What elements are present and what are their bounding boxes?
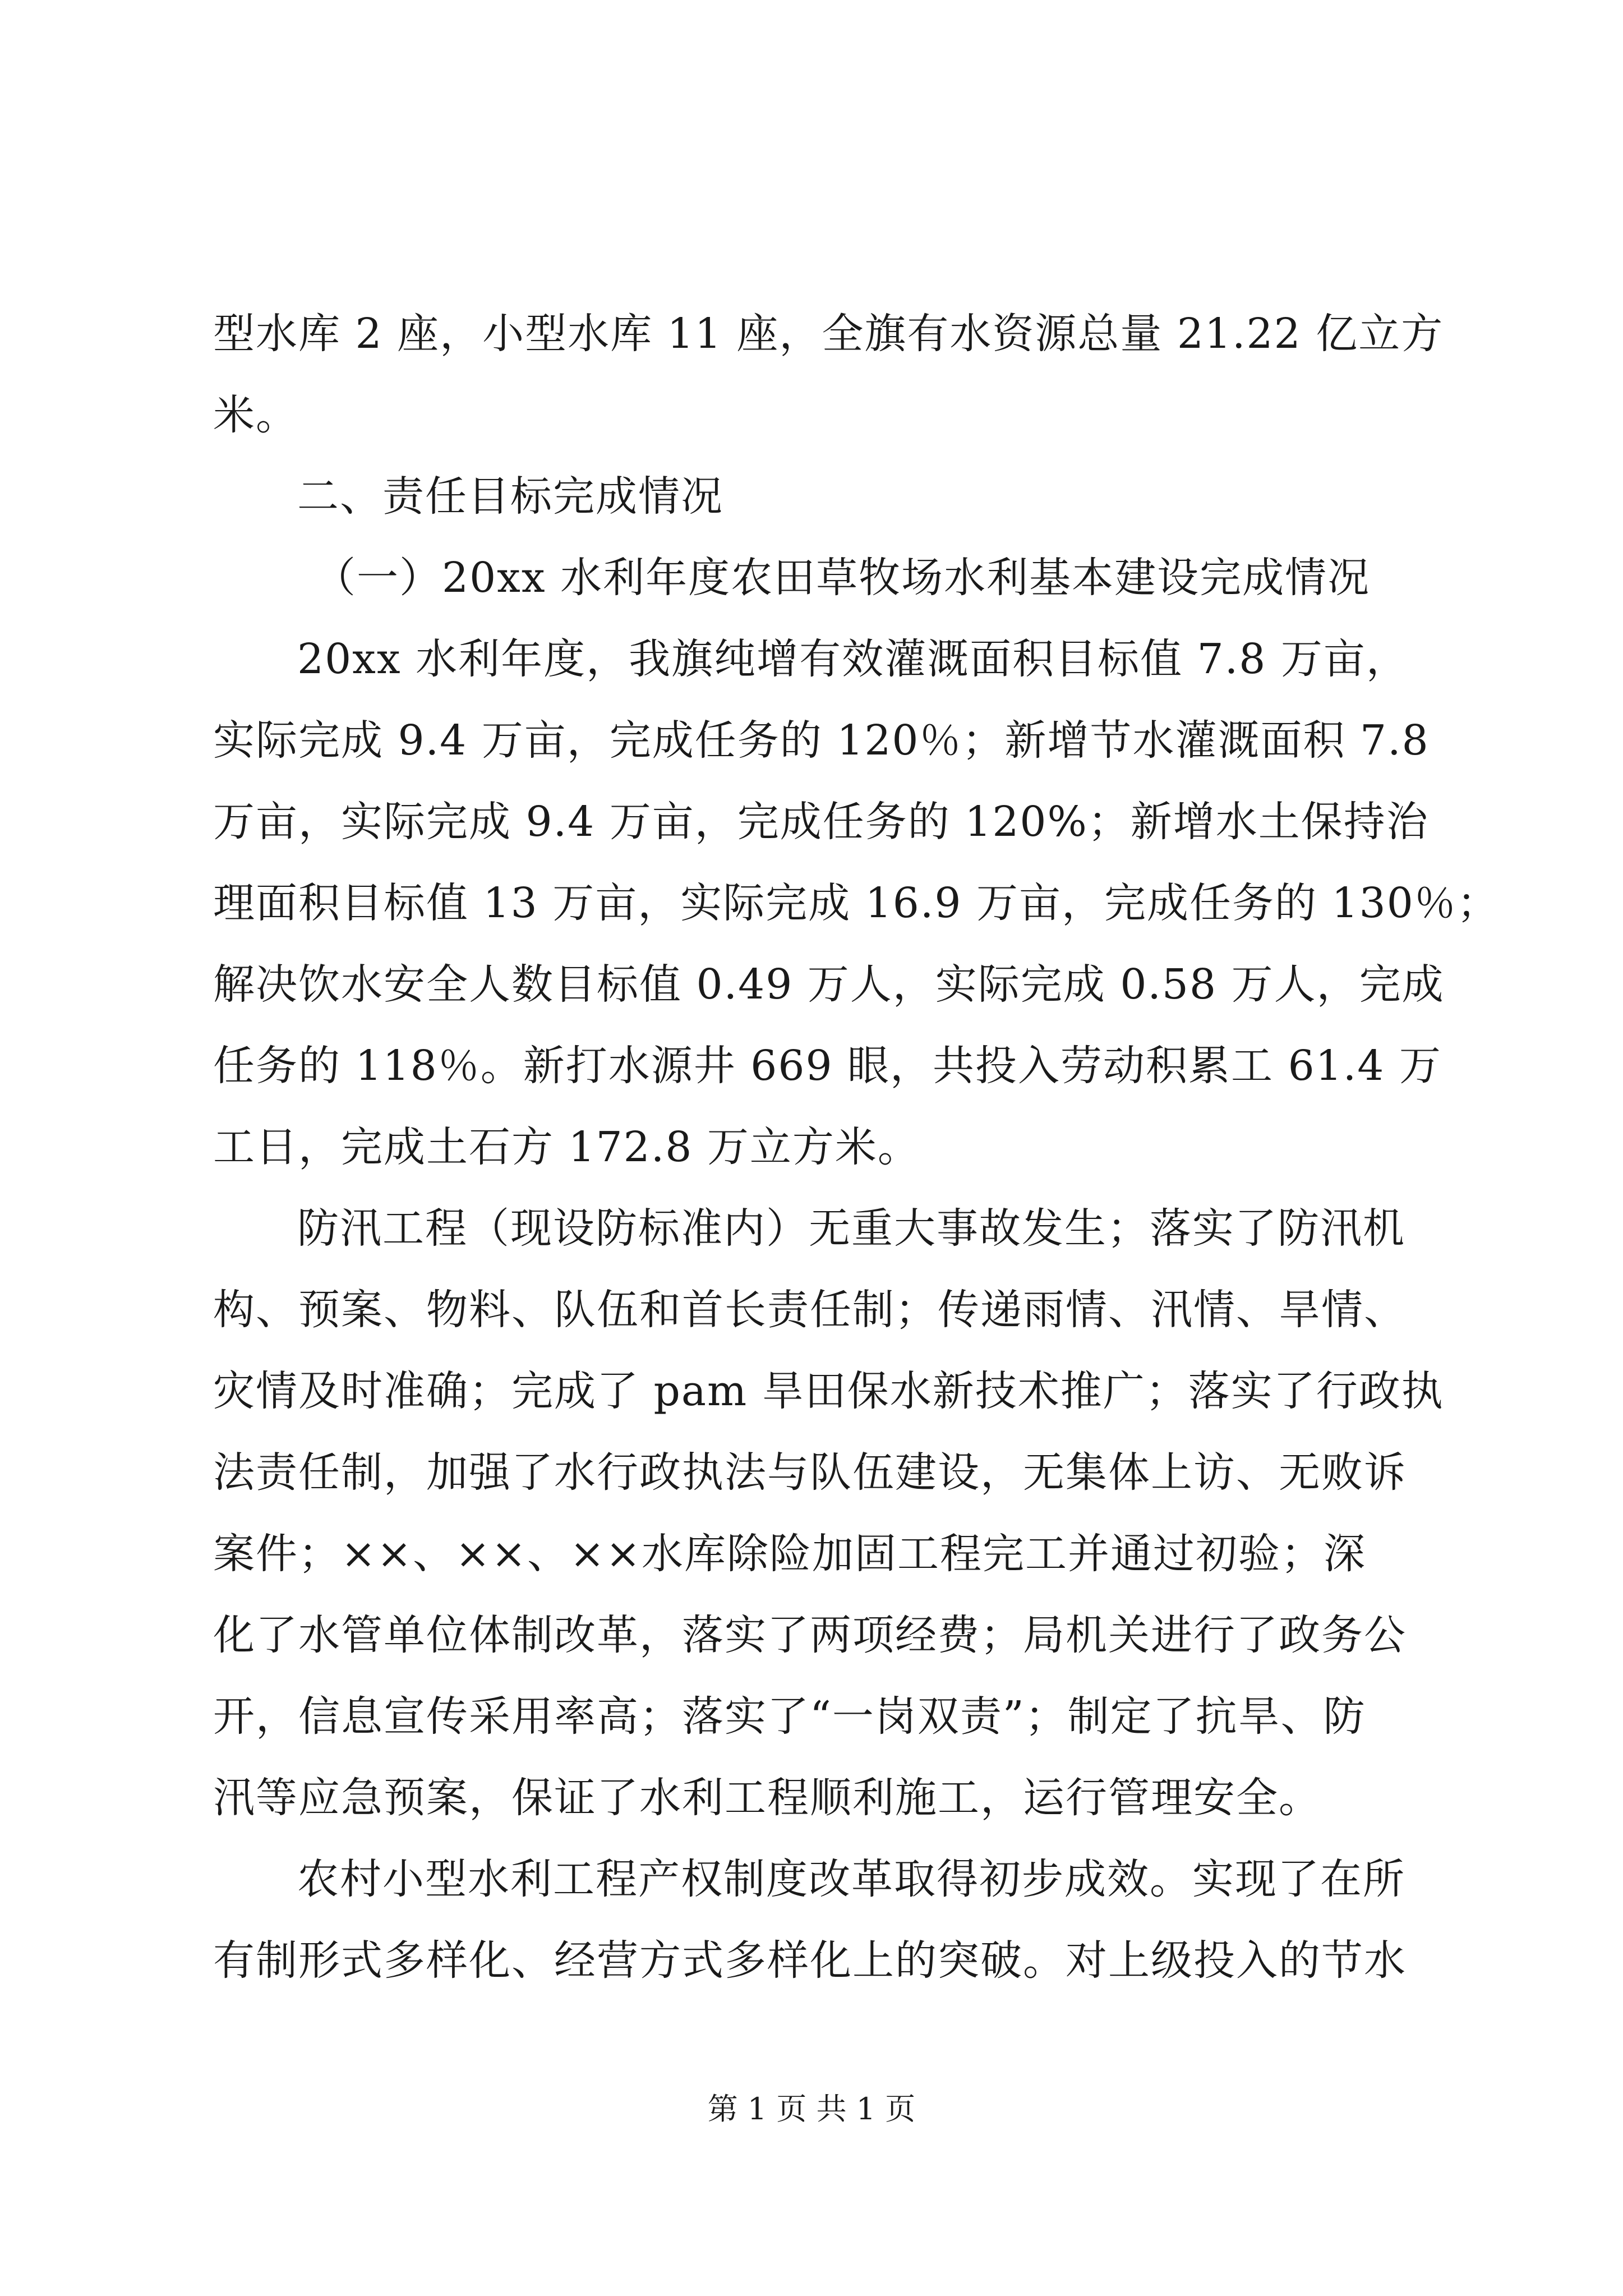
body-line: 任务的 118％。新打水源井 669 眼，共投入劳动积累工 61.4 万 — [213, 1042, 1442, 1090]
body-line: 20xx 水利年度，我旗纯增有效灌溉面积目标值 7.8 万亩， — [297, 635, 1409, 683]
body-line: 实际完成 9.4 万亩，完成任务的 120％；新增节水灌溉面积 7.8 — [213, 716, 1430, 765]
section-heading: 二、责任目标完成情况 — [297, 472, 723, 521]
body-line: 构、预案、物料、队伍和首长责任制；传递雨情、汛情、旱情、 — [213, 1286, 1407, 1334]
body-line: 开，信息宣传采用率高；落实了“一岗双责”；制定了抗旱、防 — [213, 1692, 1366, 1741]
body-line: 解决饮水安全人数目标值 0.49 万人，实际完成 0.58 万人，完成 — [213, 960, 1445, 1009]
body-line: 法责任制，加强了水行政执法与队伍建设，无集体上访、无败诉 — [213, 1448, 1407, 1497]
body-line: 工日，完成土石方 172.8 万立方米。 — [213, 1123, 920, 1171]
body-line: 米。 — [213, 391, 298, 439]
body-line: 型水库 2 座，小型水库 11 座，全旗有水资源总量 21.22 亿立方 — [213, 310, 1444, 358]
body-line: 农村小型水利工程产权制度改革取得初步成效。实现了在所 — [297, 1855, 1405, 1903]
body-line: 万亩，实际完成 9.4 万亩，完成任务的 120%；新增水土保持治 — [213, 798, 1429, 846]
body-line: 汛等应急预案，保证了水利工程顺利施工，运行管理安全。 — [213, 1774, 1321, 1822]
page-footer: 第 1 页 共 1 页 — [707, 2091, 916, 2127]
body-line: 灾情及时准确；完成了 pam 旱田保水新技术推广；落实了行政执 — [213, 1367, 1444, 1415]
body-line: 案件；××、××、××水库除险加固工程完工并通过初验；深 — [213, 1530, 1367, 1578]
subsection-heading: （一）20xx 水利年度农田草牧场水利基本建设完成情况 — [314, 554, 1371, 602]
body-line: 化了水管单位体制改革，落实了两项经费；局机关进行了政务公 — [213, 1611, 1407, 1659]
body-line: 理面积目标值 13 万亩，实际完成 16.9 万亩，完成任务的 130％； — [213, 879, 1500, 927]
body-line: 防汛工程（现设防标准内）无重大事故发生；落实了防汛机 — [297, 1204, 1405, 1253]
body-line: 有制形式多样化、经营方式多样化上的突破。对上级投入的节水 — [213, 1936, 1407, 1985]
